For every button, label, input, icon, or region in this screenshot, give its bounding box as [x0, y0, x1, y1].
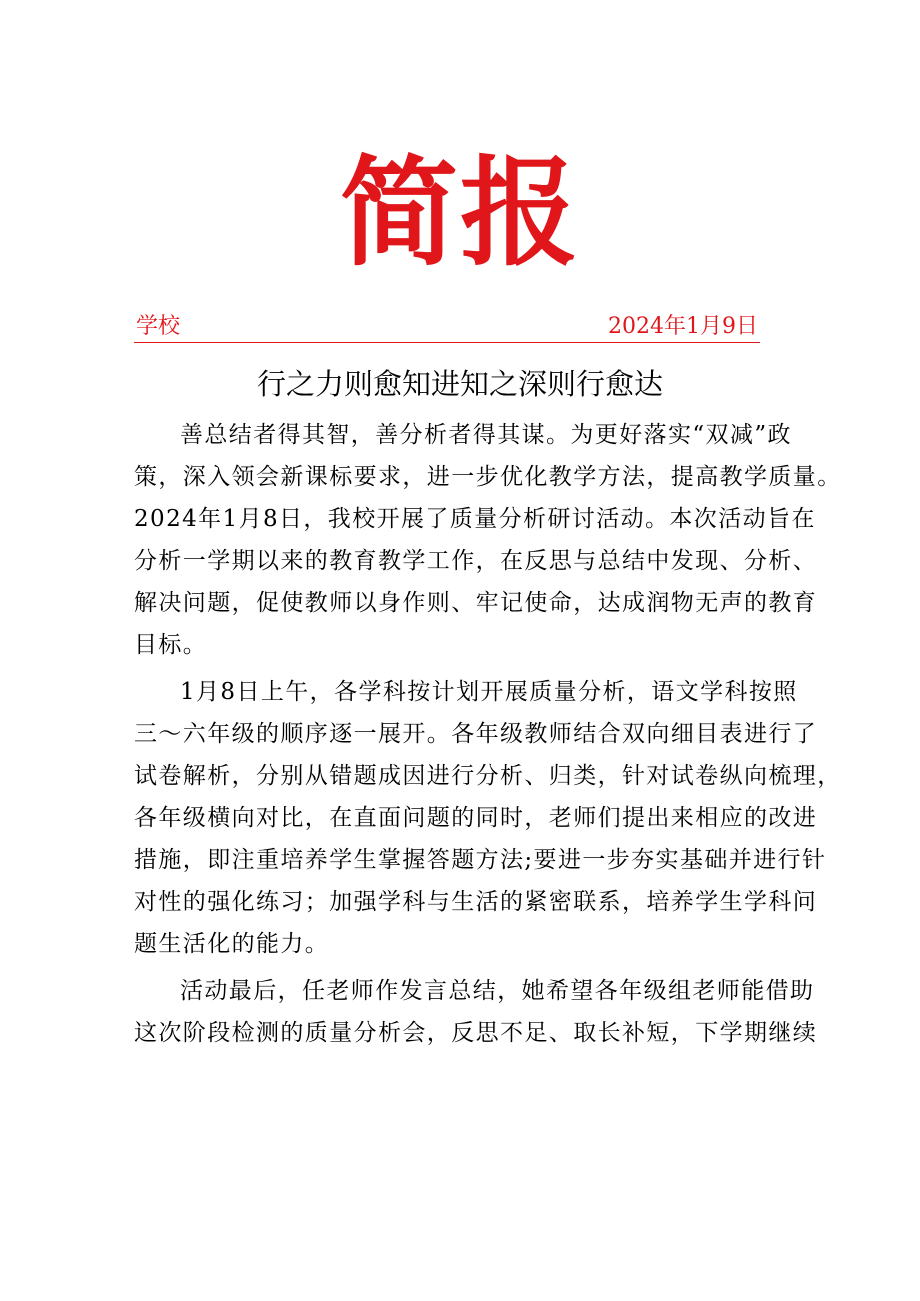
paragraph-line: 2024年1月8日，我校开展了质量分析研讨活动。本次活动旨在 — [134, 506, 816, 532]
paragraph-line: 1月8日上午，各学科按计划开展质量分析，语文学科按照 — [180, 679, 798, 705]
school-label: 学校 — [136, 314, 181, 339]
paragraph-line: 解决问题，促使教师以身作则、牢记使命，达成润物无声的教育 — [134, 590, 818, 616]
paragraph-line: 善总结者得其智，善分析者得其谋。为更好落实“双减”政 — [180, 422, 792, 448]
header-info-line — [134, 312, 760, 343]
article-title: 行之力则愈知进知之深则行愈达 — [256, 367, 663, 401]
paragraph-line: 对性的强化练习；加强学科与生活的紧密联系，培养学生学科问 — [134, 889, 818, 915]
issue-date: 2024年1月9日 — [608, 314, 758, 339]
paragraph-line: 目标。 — [134, 632, 208, 658]
paragraph-line: 措施，即注重培养学生掌握答题方法;要进一步夯实基础并进行针 — [134, 847, 827, 873]
paragraph-line: 活动最后，任老师作发言总结，她希望各年级组老师能借助 — [180, 978, 815, 1004]
paragraph-line: 题生活化的能力。 — [134, 931, 330, 957]
paragraph-line: 各年级横向对比，在直面问题的同时，老师们提出来相应的改进 — [134, 805, 818, 831]
paragraph-1 — [134, 414, 842, 666]
masthead-title: 简报 — [339, 144, 580, 282]
paragraph-line: 试卷解析，分别从错题成因进行分析、归类，针对试卷纵向梳理， — [134, 763, 842, 789]
paragraph-line: 这次阶段检测的质量分析会，反思不足、取长补短，下学期继续 — [134, 1020, 818, 1046]
paragraph-3 — [134, 970, 818, 1054]
paragraph-line: 分析一学期以来的教育教学工作，在反思与总结中发现、分析、 — [134, 548, 818, 574]
article-body — [134, 414, 842, 1059]
paragraph-line: 三～六年级的顺序逐一展开。各年级教师结合双向细目表进行了 — [134, 721, 818, 747]
paragraph-line: 策，深入领会新课标要求，进一步优化教学方法，提高教学质量。 — [134, 464, 842, 490]
paragraph-2 — [134, 671, 842, 965]
